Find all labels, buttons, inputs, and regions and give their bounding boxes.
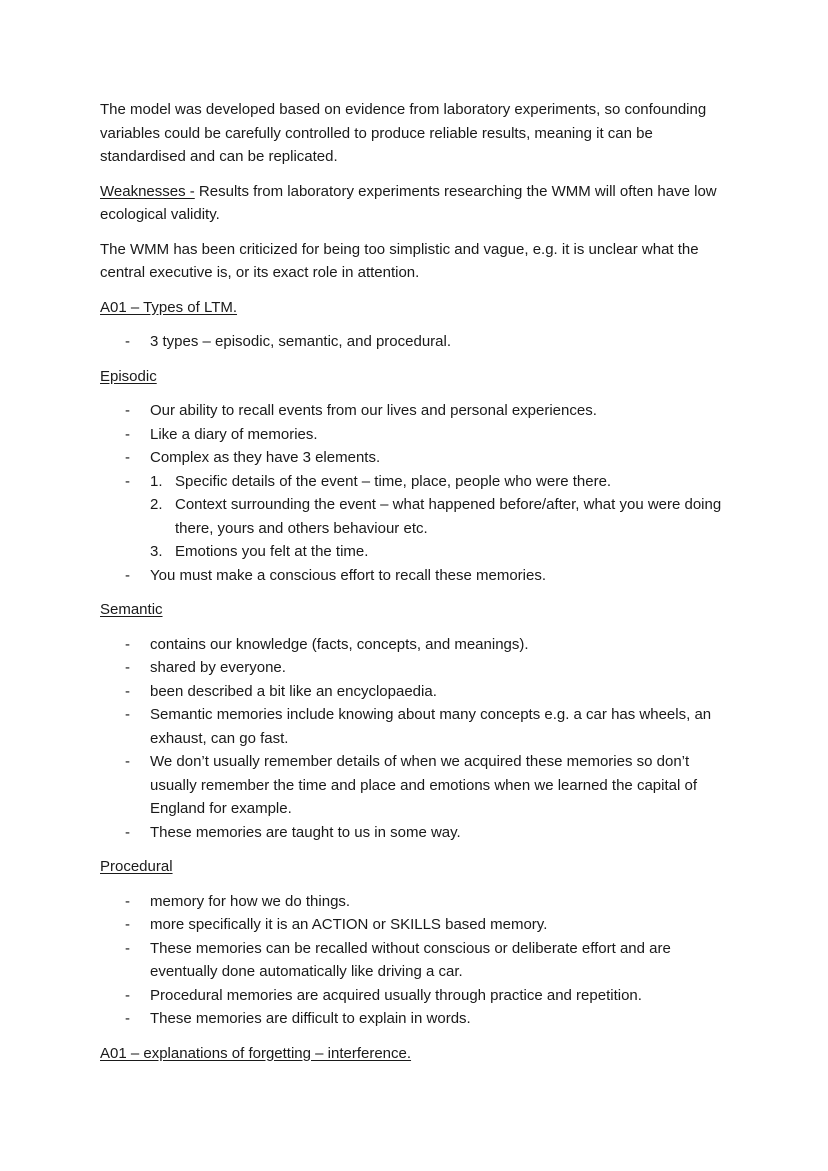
weaknesses-label: Weaknesses - [100,182,195,200]
numbered-item [100,540,740,564]
list-item: - These memories can be recalled without conscious or deliberate effort and are eventually done automatically like driving a car. [100,937,740,984]
item-text: Context surrounding the event – what happened before/after, what you were doing there, yours and others behaviour etc. [175,496,722,537]
list-item: - been described a bit like an encyclopaedia. [100,680,740,704]
episodic-numbered-list [100,470,740,564]
item-number: - 1. [150,472,163,490]
procedural-heading: Procedural [100,858,173,875]
list-item: - We don’t usually remember details of when we acquired these memories so don’t usually remember the time and place and emotions when we learned the capital of England for example. [100,750,740,821]
list-item: - 3 types – episodic, semantic, and procedural. [100,330,740,354]
item-number: 2. [150,496,163,513]
list-item: - Complex as they have 3 elements. [100,446,740,470]
intro-paragraph-3: The WMM has been criticized for being too simplistic and vague, e.g. it is unclear what the central executive is, or its exact role in attention. [100,240,699,281]
semantic-list [100,633,740,845]
intro-paragraph-1: The model was developed based on evidence from laboratory experiments, so confounding variables could be carefully controlled to produce reliable results, meaning it can be standardised and can be replicated. [100,101,707,165]
item-number: 3. [150,543,163,560]
numbered-sublist-wrap [100,470,740,564]
list-item: - contains our knowledge (facts, concepts, and meanings). [100,633,740,657]
list-item: - You must make a conscious effort to recall these memories. [100,564,740,588]
semantic-heading: Semantic [100,601,163,618]
ltm-list [100,330,740,354]
list-item: - These memories are difficult to explain in words. [100,1007,740,1031]
numbered-item [100,470,740,494]
procedural-list [100,890,740,1031]
list-item: - These memories are taught to us in some way. [100,821,740,845]
numbered-item [100,493,740,540]
item-text: Emotions you felt at the time. [175,543,369,560]
list-item: - Semantic memories include knowing about many concepts e.g. a car has wheels, an exhaust, can go fast. [100,703,740,750]
ltm-heading: A01 – Types of LTM. [100,298,238,316]
weaknesses-paragraph [100,180,740,227]
episodic-heading: Episodic [100,367,157,385]
forgetting-heading: A01 – explanations of forgetting – interference. [100,1044,412,1062]
list-item: - shared by everyone. [100,656,740,680]
weaknesses-text: Results from laboratory experiments researching the WMM will often have low ecological validity. [100,182,717,223]
list-item: - memory for how we do things. [100,890,740,914]
episodic-list [100,399,740,587]
list-item: - more specifically it is an ACTION or SKILLS based memory. [100,913,740,937]
list-item: - Our ability to recall events from our lives and personal experiences. [100,399,740,423]
document-page [100,98,740,1076]
item-text: Specific details of the event – time, place, people who were there. [175,472,612,490]
list-item: - Procedural memories are acquired usually through practice and repetition. [100,984,740,1008]
list-item: - Like a diary of memories. [100,423,740,447]
